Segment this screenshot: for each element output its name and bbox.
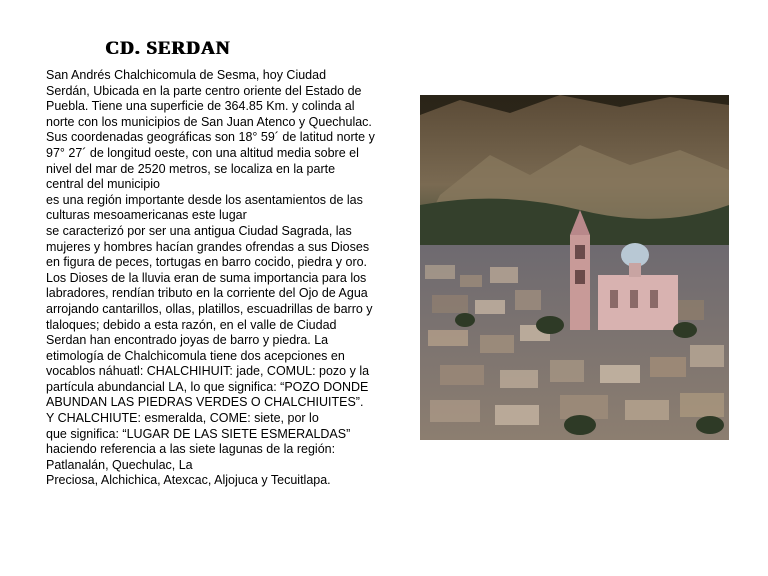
text-line: Serdán, Ubicada en la parte centro oriente del Estado de xyxy=(46,83,362,98)
text-line: Puebla. Tiene una superficie de 364.85 Km. y colinda al xyxy=(46,99,355,114)
text-line: que significa: “LUGAR DE LAS SIETE ESMERALDAS” xyxy=(46,426,351,441)
text-line: partícula abundancial LA, lo que significa: “POZO DONDE xyxy=(46,379,369,394)
text-line: central del municipio xyxy=(46,177,160,192)
text-line: Patlanalán, Quechulac, La xyxy=(46,457,193,472)
text-line: culturas mesoamericanas este lugar xyxy=(46,208,247,223)
text-line: 97° 27´ de longitud oeste, con una altitud media sobre el xyxy=(46,145,359,160)
text-line: Sus coordenadas geográficas son 18° 59´ de latitud norte y xyxy=(46,130,375,145)
text-line: San Andrés Chalchicomula de Sesma, hoy Ciudad xyxy=(46,68,327,82)
text-line: es una región importante desde los asentamientos de las xyxy=(46,192,363,207)
text-line: arrojando cantarillos, ollas, platillos, escuadrillas de barro y xyxy=(46,301,373,316)
text-line: etimología de Chalchicomula tiene dos acepciones en xyxy=(46,348,345,363)
text-line: haciendo referencia a las siete lagunas de la región: xyxy=(46,442,336,457)
text-line: nivel del mar de 2520 metros, se localiza en la parte xyxy=(46,161,336,176)
text-line: Los Dioses de la lluvia eran de suma importancia para los xyxy=(46,270,367,285)
text-line: Y CHALCHIUTE: esmeralda, COME: siete, por lo xyxy=(46,411,319,426)
text-line: Preciosa, Alchichica, Atexcac, Aljojuca y Tecuitlapa. xyxy=(46,473,331,488)
text-line: Serdan han encontrado joyas de barro y piedra. La xyxy=(46,333,329,348)
text-line: se caracterizó por ser una antigua Ciudad Sagrada, las xyxy=(46,223,352,238)
text-line: tlaloques; debido a esta razón, en el valle de Ciudad xyxy=(46,317,337,332)
text-line: en figura de peces, tortugas en barro cocido, piedra y oro. xyxy=(46,255,368,270)
city-photo xyxy=(420,95,729,440)
text-line: norte con los municipios de San Juan Atenco y Quechulac. xyxy=(46,114,372,129)
body-paragraph xyxy=(46,68,411,489)
slide-title: CD. SERDAN xyxy=(105,38,231,59)
text-line: vocablos náhuatl: CHALCHIHUIT: jade, COMUL: pozo y la xyxy=(46,364,370,379)
text-line: ABUNDAN LAS PIEDRAS VERDES O CHALCHIUITES”. xyxy=(46,395,364,410)
text-line: labradores, rendían tributo en la corriente del Ojo de Agua xyxy=(46,286,368,301)
text-line: mujeres y hombres hacían grandes ofrendas a sus Dioses xyxy=(46,239,370,254)
